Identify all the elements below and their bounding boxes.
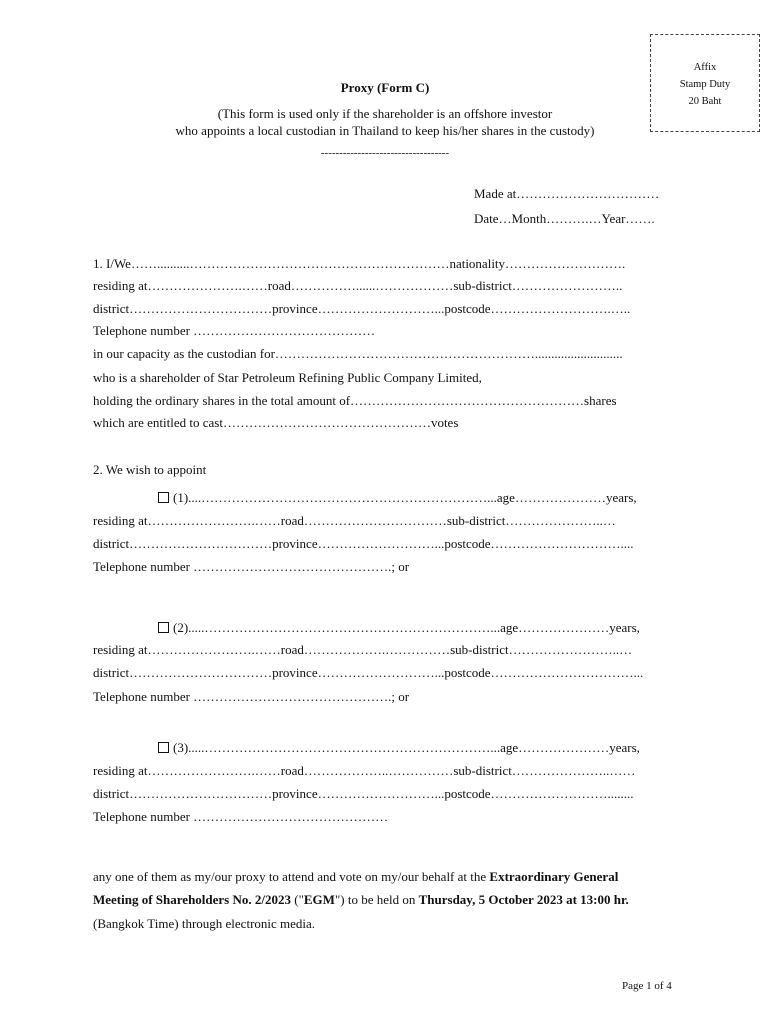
shareholder-phone-line[interactable]: Telephone number ……………………………………	[93, 323, 376, 338]
closing-line-2	[93, 892, 629, 908]
closing-text-2a: Meeting of Shareholders No. 2/2023	[93, 892, 291, 907]
votes-line[interactable]: which are entitled to cast…………………………………………votes	[93, 415, 459, 430]
form-subtitle-2: who appoints a local custodian in Thailand to keep his/her shares in the custody)	[175, 123, 595, 138]
closing-line-1	[93, 869, 618, 885]
shareholder-address-line[interactable]: residing at………………….……road……………......………………sub-district……………………..	[93, 278, 623, 293]
closing-text-1b: Extraordinary General	[489, 869, 619, 884]
proxy-1-name-line[interactable]	[158, 490, 637, 506]
closing-text-2d: ") to be held on	[334, 892, 419, 907]
proxy-1-address-line[interactable]: residing at…………………….……road……………………………sub-district…………………..…	[93, 513, 616, 528]
shareholder-name-line[interactable]: 1. I/We……..........……………………………………………………nationality……………………….	[93, 256, 626, 271]
closing-text-2e: Thursday, 5 October 2023 at 13:00 hr.	[418, 892, 629, 907]
shareholder-district-line[interactable]: district……………………………province………………………...postcode……………………….…..	[93, 301, 631, 316]
proxy-3-name-text: (3).....…………………………………………………………...age…………………years,	[173, 740, 640, 755]
proxy-2-name-text: (2).....…………………………………………………………...age…………………years,	[173, 620, 640, 635]
stamp-line-affix: Affix	[693, 62, 717, 73]
closing-text-2c: EGM	[303, 892, 335, 907]
proxy-2-checkbox[interactable]	[158, 622, 169, 633]
date-field[interactable]: Date…Month……….…Year…….	[474, 211, 655, 226]
proxy-1-phone-line[interactable]: Telephone number ……………………………………….; or	[93, 559, 410, 574]
company-line: who is a shareholder of Star Petroleum Refining Public Company Limited,	[93, 370, 482, 385]
proxy-3-checkbox[interactable]	[158, 742, 169, 753]
closing-text-2b: ("	[291, 892, 304, 907]
proxy-2-address-line[interactable]: residing at…………………….……road……………….……………sub-district……………………..…	[93, 642, 633, 657]
proxy-3-phone-line[interactable]: Telephone number ………………………………………	[93, 809, 389, 824]
made-at-field[interactable]: Made at……………………………	[474, 186, 660, 201]
header-divider: -----------------------------------	[320, 147, 450, 159]
proxy-1-district-line[interactable]: district……………………………province………………………...postcode…………………………....	[93, 536, 634, 551]
closing-line-3: (Bangkok Time) through electronic media.	[93, 916, 316, 931]
custodian-line[interactable]: in our capacity as the custodian for……………………………………………………...........................	[93, 346, 623, 361]
proxy-1-checkbox[interactable]	[158, 492, 169, 503]
proxy-2-district-line[interactable]: district……………………………province………………………...postcode……………………………...	[93, 665, 644, 680]
proxy-2-phone-line[interactable]: Telephone number ……………………………………….; or	[93, 689, 410, 704]
proxy-3-district-line[interactable]: district……………………………province………………………...postcode………………………........	[93, 786, 634, 801]
proxy-1-name-text: (1)....…………………………………………………………...age…………………years,	[173, 490, 637, 505]
proxy-3-address-line[interactable]: residing at…………………….……road………………..……………sub-district…………………..……	[93, 763, 636, 778]
proxy-3-name-line[interactable]	[158, 740, 640, 756]
page-number: Page 1 of 4	[622, 980, 672, 992]
proxy-2-name-line[interactable]	[158, 620, 640, 636]
stamp-line-duty: Stamp Duty	[679, 79, 731, 90]
form-title: Proxy (Form C)	[340, 80, 430, 95]
closing-text-1a: any one of them as my/our proxy to attend and vote on my/our behalf at the	[93, 869, 490, 884]
stamp-line-amount: 20 Baht	[688, 96, 722, 107]
form-subtitle-1: (This form is used only if the shareholder is an offshore investor	[217, 106, 553, 121]
appoint-heading: 2. We wish to appoint	[93, 462, 207, 477]
shares-line[interactable]: holding the ordinary shares in the total amount of………………………………………………shares	[93, 393, 617, 408]
